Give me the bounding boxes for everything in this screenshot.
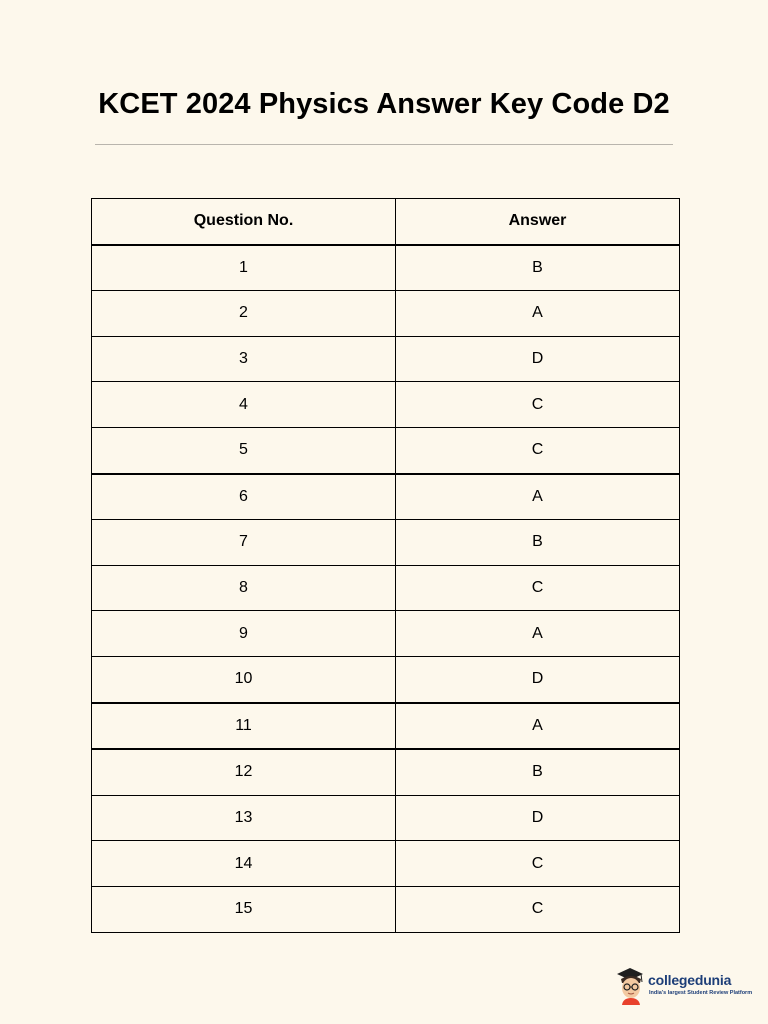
table-row (92, 703, 680, 750)
question-cell: 15 (92, 886, 396, 932)
answer-key-table (91, 198, 680, 933)
question-cell: 8 (92, 565, 396, 611)
table-row (92, 611, 680, 657)
table-row (92, 291, 680, 337)
question-cell: 5 (92, 427, 396, 473)
question-cell: 9 (92, 611, 396, 657)
table-header-row (92, 199, 680, 245)
answer-cell: A (396, 611, 680, 657)
answer-cell: C (396, 886, 680, 932)
question-column-header: Question No. (92, 199, 396, 245)
table-row (92, 795, 680, 841)
page-title: KCET 2024 Physics Answer Key Code D2 (98, 88, 670, 120)
answer-cell: C (396, 427, 680, 473)
question-cell: 3 (92, 336, 396, 382)
question-cell: 11 (92, 703, 396, 750)
question-cell: 4 (92, 382, 396, 428)
table-row (92, 886, 680, 932)
answer-cell: A (396, 703, 680, 750)
question-cell: 7 (92, 520, 396, 566)
table-row (92, 749, 680, 795)
mascot-icon (615, 965, 647, 1005)
table-row (92, 474, 680, 520)
table-row (92, 656, 680, 702)
answer-cell: C (396, 841, 680, 887)
table-row (92, 336, 680, 382)
question-cell: 1 (92, 245, 396, 291)
table-row (92, 841, 680, 887)
table-row (92, 245, 680, 291)
logo-tagline: India's largest Student Review Platform (649, 990, 753, 996)
answer-cell: A (396, 291, 680, 337)
answer-cell: B (396, 749, 680, 795)
answer-cell: D (396, 336, 680, 382)
table-row (92, 427, 680, 473)
answer-cell: A (396, 474, 680, 520)
table-row (92, 520, 680, 566)
answer-cell: B (396, 245, 680, 291)
collegedunia-logo[interactable] (615, 965, 753, 1005)
title-divider (95, 144, 673, 145)
question-cell: 10 (92, 656, 396, 702)
answer-cell: D (396, 795, 680, 841)
answer-cell: C (396, 565, 680, 611)
question-cell: 2 (92, 291, 396, 337)
answer-column-header: Answer (396, 199, 680, 245)
table-row (92, 565, 680, 611)
table-row (92, 382, 680, 428)
question-cell: 13 (92, 795, 396, 841)
question-cell: 12 (92, 749, 396, 795)
answer-cell: D (396, 656, 680, 702)
answer-cell: C (396, 382, 680, 428)
answer-cell: B (396, 520, 680, 566)
logo-wordmark: collegedunia (648, 972, 732, 988)
question-cell: 14 (92, 841, 396, 887)
question-cell: 6 (92, 474, 396, 520)
